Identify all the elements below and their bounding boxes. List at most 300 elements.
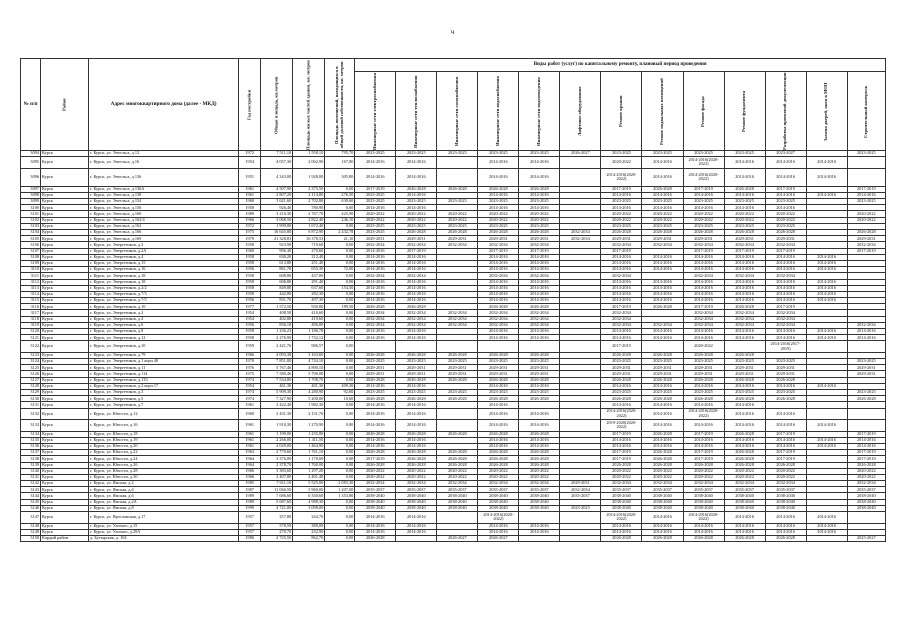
row-number-cell: 3150: [21, 535, 41, 541]
work-period-cell: 2014-2016(2020-2022): [601, 408, 642, 420]
work-period-cell: 2032-2034: [355, 242, 396, 248]
rayon-cell: Курск: [41, 217, 89, 223]
work-period-cell: 2014-2016: [478, 329, 519, 335]
work-period-cell: 2014-2016: [806, 168, 847, 186]
total-area-cell: 4 343,00: [261, 168, 293, 186]
work-period-cell: [437, 168, 478, 186]
work-period-cell: 2017-2019: [683, 248, 724, 254]
work-period-cell: 2029-2031: [847, 365, 885, 371]
row-number-cell: 3126: [21, 371, 41, 377]
work-period-cell: 2020-2022: [642, 468, 683, 474]
work-period-cell: 2014-2016: [806, 437, 847, 443]
work-period-cell: 2032-2034: [642, 322, 683, 328]
work-period-cell: 2023-2025: [765, 359, 806, 365]
table-row: [21, 512, 886, 524]
row-number-cell: 3135: [21, 437, 41, 443]
work-period-cell: 2020-2022: [642, 211, 683, 217]
residential-area-cell: 282,30: [293, 291, 325, 297]
row-number-cell: 3097: [21, 186, 41, 192]
rayon-cell: Курск: [41, 437, 89, 443]
header-address: Адрес многоквартирного дома (далее - МКД): [89, 59, 239, 151]
table-row: [21, 408, 886, 420]
rayon-cell: Курск: [41, 505, 89, 511]
rayon-cell: Курск: [41, 420, 89, 432]
residential-area-cell: 1 464,90: [293, 443, 325, 449]
total-area-cell: 2 029,00: [261, 443, 293, 449]
address-cell: г. Курск, ул. Энергетиков, д.2: [89, 242, 239, 248]
header-work-8: Ремонт фасада: [683, 72, 724, 151]
year-cell: 1989: [239, 211, 261, 217]
work-period-cell: 2026-2028: [724, 352, 765, 358]
work-period-cell: 2014-2016: [478, 267, 519, 273]
rayon-cell: Курск: [41, 383, 89, 389]
work-period-cell: 2014-2016: [601, 402, 642, 408]
residential-area-cell: 2 767,70: [293, 211, 325, 217]
total-area-cell: 3 621,60: [261, 199, 293, 205]
header-work-0: Инженерные сети электроснабжения: [355, 72, 396, 151]
common-area-cell: 0,00: [325, 371, 355, 377]
work-period-cell: 2014-2016: [396, 260, 437, 266]
work-period-cell: 2023-2025: [519, 390, 560, 396]
residential-area-cell: 232,90: [293, 529, 325, 535]
work-period-cell: 2014-2016: [642, 279, 683, 285]
work-period-cell: 2026-2028: [642, 186, 683, 192]
work-period-cell: 2014-2016: [396, 437, 437, 443]
work-period-cell: [437, 512, 478, 524]
row-number-cell: 3110: [21, 267, 41, 273]
work-period-cell: 2014-2016: [683, 335, 724, 341]
work-period-cell: 2014-2016: [396, 402, 437, 408]
work-period-cell: 2014-2016: [724, 408, 765, 420]
rayon-cell: Курск: [41, 377, 89, 383]
work-period-cell: 2017-2019: [683, 456, 724, 462]
row-number-cell: 3136: [21, 443, 41, 449]
work-period-cell: 2038-2040: [683, 499, 724, 505]
work-period-cell: 2035-2037: [560, 493, 601, 499]
work-period-cell: 2035-2037: [519, 487, 560, 493]
rayon-cell: Курск: [41, 474, 89, 480]
rayon-cell: Курск: [41, 304, 89, 310]
work-period-cell: 2026-2028: [478, 230, 519, 236]
year-cell: 1972: [239, 151, 261, 157]
address-cell: г. Курск, ул. Энгельса, д.160: [89, 211, 239, 217]
work-period-cell: 2014-2016: [683, 443, 724, 449]
address-cell: г. Курск, ул. Юности, д.16: [89, 420, 239, 432]
work-period-cell: 2014-2016: [355, 254, 396, 260]
year-cell: 1966: [239, 468, 261, 474]
common-area-cell: 1 207,00: [325, 487, 355, 493]
work-period-cell: 2029-2031: [642, 365, 683, 371]
work-period-cell: 2014-2016: [355, 408, 396, 420]
work-period-cell: 2014-2016: [519, 291, 560, 297]
work-period-cell: 2029-2031: [355, 236, 396, 242]
work-period-cell: 2020-2022: [765, 211, 806, 217]
work-period-cell: 2038-2040: [683, 493, 724, 499]
work-period-cell: 2017-2019: [601, 341, 642, 353]
year-cell: 1961: [239, 420, 261, 432]
work-period-cell: 2035-2037: [437, 487, 478, 493]
work-period-cell: 2014-2016: [642, 260, 683, 266]
row-number-cell: 3114: [21, 291, 41, 297]
work-period-cell: 2026-2028: [437, 377, 478, 383]
work-period-cell: 2014-2016: [519, 205, 560, 211]
address-cell: г. Курск, ул. Энгельса, д.12: [89, 151, 239, 157]
work-period-cell: 2020-2022: [765, 217, 806, 223]
row-number-cell: 3147: [21, 512, 41, 524]
common-area-cell: 0,00: [325, 402, 355, 408]
work-period-cell: 2020-2022: [396, 217, 437, 223]
work-period-cell: 2032-2034: [519, 316, 560, 322]
total-area-cell: 461,30: [261, 383, 293, 389]
total-area-cell: 4 507,90: [261, 186, 293, 192]
address-cell: г. Курск, ул. Энергетиков, д.2: [89, 310, 239, 316]
work-period-cell: 2038-2040: [847, 493, 885, 499]
row-number-cell: 3133: [21, 420, 41, 432]
work-period-cell: 2014-2016: [683, 523, 724, 529]
work-period-cell: 2014-2016: [683, 254, 724, 260]
work-period-cell: 2023-2025: [642, 199, 683, 205]
work-period-cell: 2020-2022: [396, 474, 437, 480]
address-cell: г. Курск, ул. Энергетиков, д.11: [89, 365, 239, 371]
total-area-cell: 257,80: [261, 512, 293, 524]
address-cell: г. Курск, ул. Энергетиков, д.2А: [89, 248, 239, 254]
address-cell: д. Бутырская, д. 104: [89, 535, 239, 541]
common-area-cell: 0,00: [325, 260, 355, 266]
work-period-cell: 2020-2022: [478, 211, 519, 217]
work-period-cell: 2014-2016: [765, 298, 806, 304]
work-period-cell: [642, 341, 683, 353]
work-period-cell: 2020-2022: [355, 468, 396, 474]
year-cell: 1979: [239, 236, 261, 242]
work-period-cell: 2023-2025: [683, 390, 724, 396]
work-period-cell: 2026-2028: [437, 396, 478, 402]
rayon-cell: Курск: [41, 371, 89, 377]
work-period-cell: 2014-2016: [642, 437, 683, 443]
total-area-cell: 7 534,80: [261, 377, 293, 383]
common-area-cell: 2 083,30: [325, 481, 355, 487]
residential-area-cell: 4 744,10: [293, 359, 325, 365]
work-period-cell: 2026-2028: [601, 396, 642, 402]
row-number-cell: 3127: [21, 377, 41, 383]
year-cell: 1987: [239, 487, 261, 493]
work-period-cell: 2014-2016: [519, 443, 560, 449]
residential-area-cell: 1 928,00: [293, 168, 325, 186]
work-period-cell: 2029-2031: [724, 236, 765, 242]
row-number-cell: 3108: [21, 254, 41, 260]
work-period-cell: [355, 341, 396, 353]
work-period-cell: 2014-2016: [806, 512, 847, 524]
common-area-cell: 154,50: [325, 285, 355, 291]
work-period-cell: 2026-2028: [642, 377, 683, 383]
work-period-cell: 2014-2016(2020-2022): [601, 512, 642, 524]
work-period-cell: 2014-2016: [396, 157, 437, 169]
residential-area-cell: 270,60: [293, 248, 325, 254]
total-area-cell: 4 057,30: [261, 157, 293, 169]
work-period-cell: 2014-2016: [724, 254, 765, 260]
total-area-cell: 5 767,46: [261, 365, 293, 371]
year-cell: 1963: [239, 450, 261, 456]
work-period-cell: 2026-2028: [437, 352, 478, 358]
work-period-cell: 2035-2037: [601, 487, 642, 493]
work-period-cell: 2023-2025: [724, 223, 765, 229]
work-period-cell: 2014-2016: [355, 279, 396, 285]
header-work-10: Разработка проектной документации: [765, 72, 806, 151]
header-common-area: Площадь помещений, находящихся в общей долевой собственности, кв. метров: [325, 59, 355, 151]
total-area-cell: 606,80: [261, 279, 293, 285]
work-period-cell: 2032-2034: [601, 310, 642, 316]
work-period-cell: 2014-2016: [683, 279, 724, 285]
work-period-cell: 2014-2016: [478, 205, 519, 211]
address-cell: г. Курск, ул. Энгельса, д.136А: [89, 186, 239, 192]
address-cell: г. Курск, ул. Энергетиков, д.16: [89, 267, 239, 273]
year-cell: 1976: [239, 365, 261, 371]
rayon-cell: Курск: [41, 359, 89, 365]
residential-area-cell: 496,00: [293, 322, 325, 328]
work-period-cell: 2032-2034: [765, 316, 806, 322]
row-number-cell: 3113: [21, 285, 41, 291]
rayon-cell: Курск: [41, 242, 89, 248]
work-period-cell: 2032-2034: [724, 310, 765, 316]
work-period-cell: 2023-2025: [847, 359, 885, 365]
year-cell: 1958: [239, 285, 261, 291]
residential-area-cell: 2 822,40: [293, 217, 325, 223]
work-period-cell: 2017-2019: [601, 304, 642, 310]
rayon-cell: Курск: [41, 481, 89, 487]
residential-area-cell: 1 270,90: [293, 420, 325, 432]
rayon-cell: Курск: [41, 192, 89, 198]
work-period-cell: 2014-2016: [396, 523, 437, 529]
work-period-cell: 2032-2034: [601, 242, 642, 248]
work-period-cell: 2029-2031: [724, 371, 765, 377]
header-work-6: Ремонт крыши: [601, 72, 642, 151]
work-period-cell: 2023-2025: [724, 390, 765, 396]
work-period-cell: 2029-2031: [437, 365, 478, 371]
work-period-cell: [847, 341, 885, 353]
work-period-cell: 2014-2016: [765, 443, 806, 449]
row-number-cell: 3137: [21, 450, 41, 456]
work-period-cell: 2032-2034: [683, 322, 724, 328]
common-area-cell: 21,10: [325, 236, 355, 242]
work-period-cell: 2014-2016: [765, 192, 806, 198]
work-period-cell: [806, 341, 847, 353]
work-period-cell: 2020-2022: [601, 211, 642, 217]
rayon-cell: Курск: [41, 285, 89, 291]
work-period-cell: 2014-2016: [724, 437, 765, 443]
work-period-cell: [847, 157, 885, 169]
work-period-cell: [847, 168, 885, 186]
work-period-cell: 2026-2028: [724, 377, 765, 383]
residential-area-cell: 1 411,50: [293, 437, 325, 443]
total-area-cell: 1 199,00: [261, 431, 293, 437]
rayon-cell: Курск: [41, 329, 89, 335]
common-area-cell: 0,00: [325, 322, 355, 328]
work-period-cell: 2032-2034: [478, 481, 519, 487]
common-area-cell: 630,60: [325, 199, 355, 205]
work-period-cell: 2014-2016: [683, 529, 724, 535]
total-area-cell: 2 807,20: [261, 192, 293, 198]
year-cell: 1964: [239, 462, 261, 468]
rayon-cell: Курск: [41, 443, 89, 449]
residential-area-cell: 6 330,60: [293, 493, 325, 499]
common-area-cell: 1 353,80: [325, 493, 355, 499]
work-period-cell: 2014-2016: [683, 260, 724, 266]
common-area-cell: 0,00: [325, 329, 355, 335]
rayon-cell: Курск: [41, 254, 89, 260]
total-area-cell: 836,10: [261, 322, 293, 328]
rayon-cell: Курск: [41, 396, 89, 402]
year-cell: 1986: [239, 535, 261, 541]
work-period-cell: 2014-2016(2020-2022): [683, 157, 724, 169]
work-period-cell: 2014-2016: [642, 205, 683, 211]
residential-area-cell: 389,00: [293, 523, 325, 529]
work-period-cell: 2017-2019: [765, 450, 806, 456]
work-period-cell: 2026-2028: [519, 230, 560, 236]
row-number-cell: 3146: [21, 505, 41, 511]
work-period-cell: 2026-2028: [478, 186, 519, 192]
row-number-cell: 3111: [21, 273, 41, 279]
work-period-cell: 2014-2016: [724, 192, 765, 198]
common-area-cell: 0,00: [325, 205, 355, 211]
header-work-7: Ремонт подвальных помещений: [642, 72, 683, 151]
work-period-cell: 2014-2016: [355, 157, 396, 169]
rayon-cell: Курск: [41, 211, 89, 217]
work-period-cell: 2038-2040: [642, 493, 683, 499]
residential-area-cell: 2 401,40: [293, 474, 325, 480]
work-period-cell: 2032-2034: [355, 322, 396, 328]
work-period-cell: 2014-2016: [806, 254, 847, 260]
rayon-cell: Курск: [41, 310, 89, 316]
row-number-cell: 3138: [21, 456, 41, 462]
rayon-cell: Курск: [41, 493, 89, 499]
work-period-cell: 2014-2016: [396, 298, 437, 304]
work-period-cell: 2014-2016: [519, 168, 560, 186]
work-period-cell: 2014-2016: [724, 279, 765, 285]
address-cell: г. Курск, ул. Юности, д.19: [89, 437, 239, 443]
rayon-cell: Курск: [41, 462, 89, 468]
rayon-cell: Курск: [41, 456, 89, 462]
total-area-cell: 1 572,50: [261, 304, 293, 310]
work-period-cell: 2038-2040: [355, 505, 396, 511]
common-area-cell: 0,00: [325, 186, 355, 192]
work-period-cell: 2023-2025: [437, 223, 478, 229]
work-period-cell: 2026-2028: [396, 431, 437, 437]
row-number-cell: 3139: [21, 462, 41, 468]
work-period-cell: 2014-2016: [642, 443, 683, 449]
total-area-cell: 4 093,38: [261, 352, 293, 358]
row-number-cell: 3104: [21, 230, 41, 236]
work-period-cell: 2014-2016: [601, 279, 642, 285]
work-period-cell: 2038-2040: [642, 505, 683, 511]
year-cell: 1974: [239, 396, 261, 402]
work-period-cell: 2014-2016: [478, 168, 519, 186]
work-period-cell: 2017-2019: [847, 450, 885, 456]
work-period-cell: 2026-2028: [396, 230, 437, 236]
work-period-cell: 2020-2022: [683, 474, 724, 480]
work-period-cell: 2023-2025: [437, 199, 478, 205]
work-period-cell: 2032-2034: [847, 322, 885, 328]
rayon-cell: Курск: [41, 341, 89, 353]
work-period-cell: 2026-2028: [765, 396, 806, 402]
work-period-cell: 2026-2028: [355, 431, 396, 437]
work-period-cell: 2017-2019: [396, 248, 437, 254]
work-period-cell: 2023-2025: [683, 151, 724, 157]
work-period-cell: 2014-2016: [847, 443, 885, 449]
residential-area-cell: 1 170,00: [293, 456, 325, 462]
work-period-cell: 2020-2022: [642, 217, 683, 223]
work-period-cell: 2026-2028: [724, 456, 765, 462]
work-period-cell: 2020-2022: [683, 217, 724, 223]
work-period-cell: 2014-2016: [806, 285, 847, 291]
total-area-cell: 1 236,23: [261, 329, 293, 335]
address-cell: г. Курск, ул. Энергетиков, д.79: [89, 352, 239, 358]
work-period-cell: 2014-2016: [396, 267, 437, 273]
work-period-cell: 2038-2040: [437, 499, 478, 505]
work-period-cell: 2026-2028: [847, 462, 885, 468]
work-period-cell: 2023-2025: [765, 199, 806, 205]
work-period-cell: 2014-2016: [642, 420, 683, 432]
row-number-cell: 3099: [21, 199, 41, 205]
row-number-cell: 3100: [21, 205, 41, 211]
address-cell: г. Курск, ул. Юности, д.22: [89, 450, 239, 456]
work-period-cell: 2020-2022: [519, 468, 560, 474]
work-period-cell: 2026-2028: [478, 456, 519, 462]
work-period-cell: 2014-2016: [765, 267, 806, 273]
work-period-cell: 2032-2034: [437, 322, 478, 328]
work-period-cell: 2023-2025: [355, 192, 396, 198]
work-period-cell: 2023-2027: [765, 151, 806, 157]
row-number-cell: 3140: [21, 468, 41, 474]
work-period-cell: 2014-2016: [765, 383, 806, 389]
year-cell: 1966: [239, 217, 261, 223]
work-period-cell: 2026-2028: [642, 230, 683, 236]
address-cell: г. Курск, ул. Уличаго, д.15: [89, 523, 239, 529]
residential-area-cell: 1 760,00: [293, 462, 325, 468]
work-period-cell: 2023-2025: [396, 151, 437, 157]
rayon-cell: Курск: [41, 260, 89, 266]
work-period-cell: 2014-2016: [478, 523, 519, 529]
work-period-cell: 2029-2031: [437, 236, 478, 242]
address-cell: г. Курск, ул. Энгельса, д.156: [89, 205, 239, 211]
year-cell: 1961: [239, 192, 261, 198]
work-period-cell: 2026-2028: [847, 396, 885, 402]
year-cell: 1958: [239, 254, 261, 260]
work-period-cell: 2032-2034: [724, 322, 765, 328]
work-period-cell: 2014-2016: [396, 254, 437, 260]
common-area-cell: 0,00: [325, 462, 355, 468]
address-cell: г. Курск, ул. Ямская, д.2: [89, 481, 239, 487]
work-period-cell: 2038-2040: [396, 505, 437, 511]
address-cell: г. Курск, ул. Юности, д.28: [89, 468, 239, 474]
residential-area-cell: 244,70: [293, 512, 325, 524]
total-area-cell: 7 511,10: [261, 151, 293, 157]
work-period-cell: 2026-2028: [396, 462, 437, 468]
common-area-cell: 0,00: [325, 443, 355, 449]
common-area-cell: 0,00: [325, 431, 355, 437]
work-period-cell: 2032-2034: [437, 481, 478, 487]
work-period-cell: 2023-2025: [478, 390, 519, 396]
rayon-cell: Кардый район: [41, 535, 89, 541]
work-period-cell: 2023-2025: [437, 390, 478, 396]
work-period-cell: 2026-2028: [478, 450, 519, 456]
work-period-cell: 2014-2016: [683, 437, 724, 443]
work-period-cell: 2032-2034: [683, 310, 724, 316]
year-cell: 1985: [239, 481, 261, 487]
row-number-cell: 3144: [21, 493, 41, 499]
work-period-cell: 2014-2016: [396, 168, 437, 186]
total-area-cell: 442,80: [261, 291, 293, 297]
work-period-cell: 2038-2040: [437, 493, 478, 499]
rayon-cell: Курск: [41, 168, 89, 186]
